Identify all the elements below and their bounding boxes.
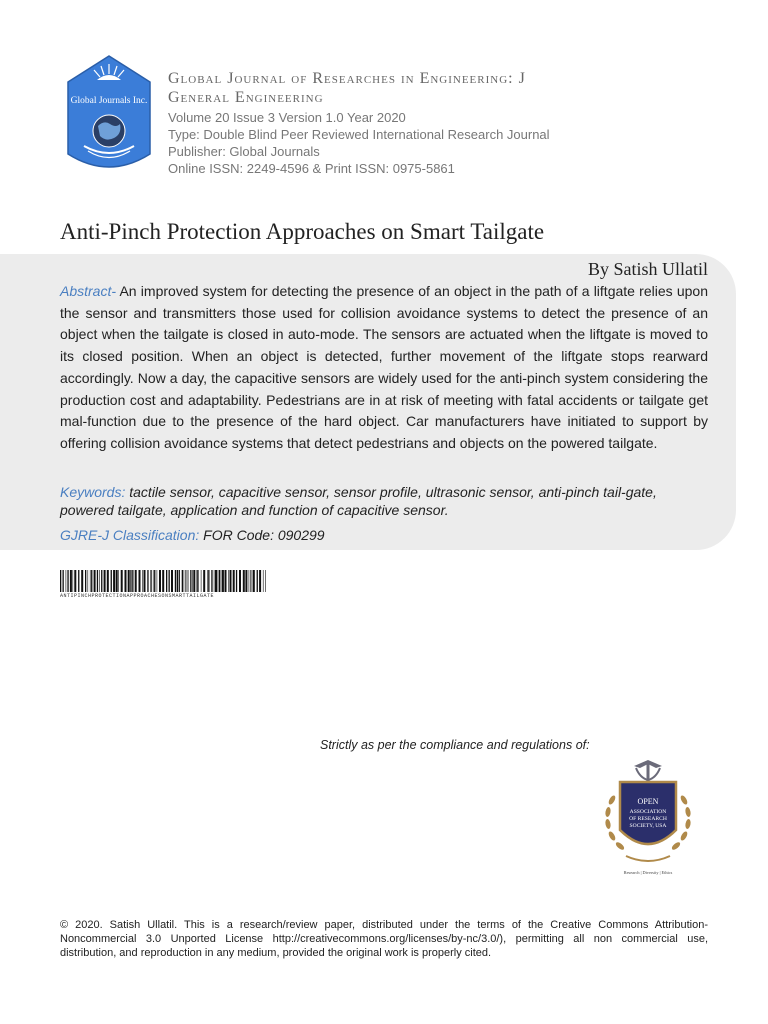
barcode-bar [74,570,76,592]
barcode-bar [128,570,130,592]
barcode-bar [94,570,96,592]
barcode-bar [78,570,79,592]
barcode-bar [91,570,92,592]
barcode-bar [236,570,237,592]
barcode-bar [211,570,212,592]
barcode-bar [233,570,235,592]
barcode-bar [90,570,91,592]
issn: Online ISSN: 2249-4596 & Print ISSN: 0975-5861 [168,161,455,176]
barcode-bar [221,570,222,592]
barcode-bar [193,570,195,592]
logo-text: Global Journals Inc. [70,96,148,106]
barcode-bar [118,570,119,592]
barcode-bar [225,570,227,592]
barcode-bar [259,570,261,592]
abstract [60,281,708,455]
volume-info: Volume 20 Issue 3 Version 1.0 Year 2020 [168,110,406,125]
barcode-bar [139,570,141,592]
paper-author: By Satish Ullatil [587,259,708,279]
barcode-bar [162,570,164,592]
barcode-bar [150,570,151,592]
barcode-bar [166,570,167,592]
barcode-caption: ANTIPINCHPROTECTIONAPPROACHESONSMARTTAILGATE [60,593,215,599]
barcode-bar [70,570,72,592]
license-notice: © 2020. Satish Ullatil. This is a research/review paper, distributed under the terms of the Creative Commons Attribution-Noncommercial 3.0 Unported License http://creativecommons.org/licenses/by-nc/3.0/), permitting all non commercial use, distribution, and reproduction in any medium, provided the original work is properly cited. [60,919,708,959]
barcode-bar [81,570,83,592]
barcode-bar [179,570,180,592]
keywords [60,483,708,519]
barcode-bar [113,570,115,592]
barcode-bar [265,570,266,592]
barcode-bar [159,570,161,592]
barcode-bar [99,570,100,592]
barcode-bar [257,570,258,592]
paper-title: Anti-Pinch Protection Approaches on Smart Tailgate [60,219,545,244]
barcode-bar [222,570,224,592]
barcode-bar [144,570,146,592]
barcode-bar [104,570,106,592]
classification [60,527,325,543]
barcode-bar [130,570,131,592]
barcode-bar [184,570,185,592]
barcode-bar [177,570,178,592]
abstract-text: An improved system for detecting the presence of an object in the path of a liftgate relies upon the sensor and transmitters those used for collision avoidance systems to detect the presence of an object when the tailgate is closed in auto-mode. The sensors are actuated when the liftgate is moved to its closed position. When an object is detected, further movement of the liftgate stops rearward accordingly. Now a day, the capacitive sensors are widely used for the anti-pinch system considering the production cost and adaptability. Pedestrians are in at risk of meeting with fatal accidents or tailgate get mal-function due to the presence of the hard object. Car manufacturers have initiated to support by offering collision avoidance systems that detect pedestrians and objects on the powered tailgate. [60,283,708,451]
seal-line2: ASSOCIATION [629,809,667,815]
journal-type: Type: Double Blind Peer Reviewed International Research Journal [168,127,550,142]
barcode-bar [203,570,205,592]
barcode-bar [153,570,154,592]
barcode-bar [243,570,245,592]
barcode-bar [185,570,186,592]
barcode-bar [253,570,255,592]
barcode-bar [121,570,123,592]
seal-line1: OPEN [637,797,659,806]
seal-line4: SOCIETY, USA [629,823,667,829]
barcode-bar [116,570,118,592]
oars-seal [596,760,700,878]
barcode-bar [239,570,241,592]
journal-title: Global Journal of Researches in Engineering: J [168,70,526,87]
compliance-note: Strictly as per the compliance and regulations of: [320,738,590,752]
seal-motto: Research | Diversity | Ethics [623,870,673,875]
barcode-bar [132,570,133,592]
barcode-bar [135,570,137,592]
barcode-bar [192,570,193,592]
barcode-bar [250,570,251,592]
barcode-bar [215,570,217,592]
keywords-text: tactile sensor, capacitive sensor, sensor profile, ultrasonic sensor, anti-pinch tail-gate, powered tailgate, application and function of capacitive sensor. [60,484,657,518]
barcode-bar [252,570,253,592]
classification-label: GJRE-J Classification: [60,527,200,543]
barcode-bar [125,570,127,592]
barcode-bar [73,570,74,592]
barcode-bar [228,570,229,592]
barcode-bar [187,570,188,592]
global-journals-logo [64,54,154,176]
journal-section: General Engineering [168,89,324,106]
barcode-bar [85,570,86,592]
barcode-bar [249,570,250,592]
classification-text: FOR Code: 090299 [199,527,325,543]
barcode-bar [154,570,155,592]
barcode-bar [101,570,102,592]
barcode-bar [190,570,191,592]
barcode-bar [198,570,199,592]
keywords-label: Keywords: [60,484,126,500]
barcode-bar [230,570,232,592]
barcode-bar [245,570,247,592]
barcode-bar [63,570,64,592]
barcode-bar [207,570,208,592]
abstract-label: Abstract- [60,283,117,299]
barcode-bar [201,570,202,592]
seal-line3: OF RESEARCH [629,816,667,822]
barcode-bar [219,570,220,592]
publisher: Publisher: Global Journals [168,144,320,159]
barcode-bar [107,570,109,592]
barcode-bar [218,570,219,592]
barcode-bar [157,570,158,592]
barcode-bar [188,570,189,592]
barcode [60,570,268,592]
barcode-bar [169,570,170,592]
barcode-bar [67,570,68,592]
barcode-bar [60,570,61,592]
barcode-bar [147,570,148,592]
barcode-bar [97,570,98,592]
barcode-bar [214,570,215,592]
barcode-bar [208,570,209,592]
barcode-bar [197,570,198,592]
barcode-bar [182,570,183,592]
barcode-bar [111,570,112,592]
barcode-bar [142,570,143,592]
barcode-bar [171,570,173,592]
barcode-bar [175,570,176,592]
barcode-bar [88,570,89,592]
barcode-bar [263,570,264,592]
barcode-bar [66,570,67,592]
